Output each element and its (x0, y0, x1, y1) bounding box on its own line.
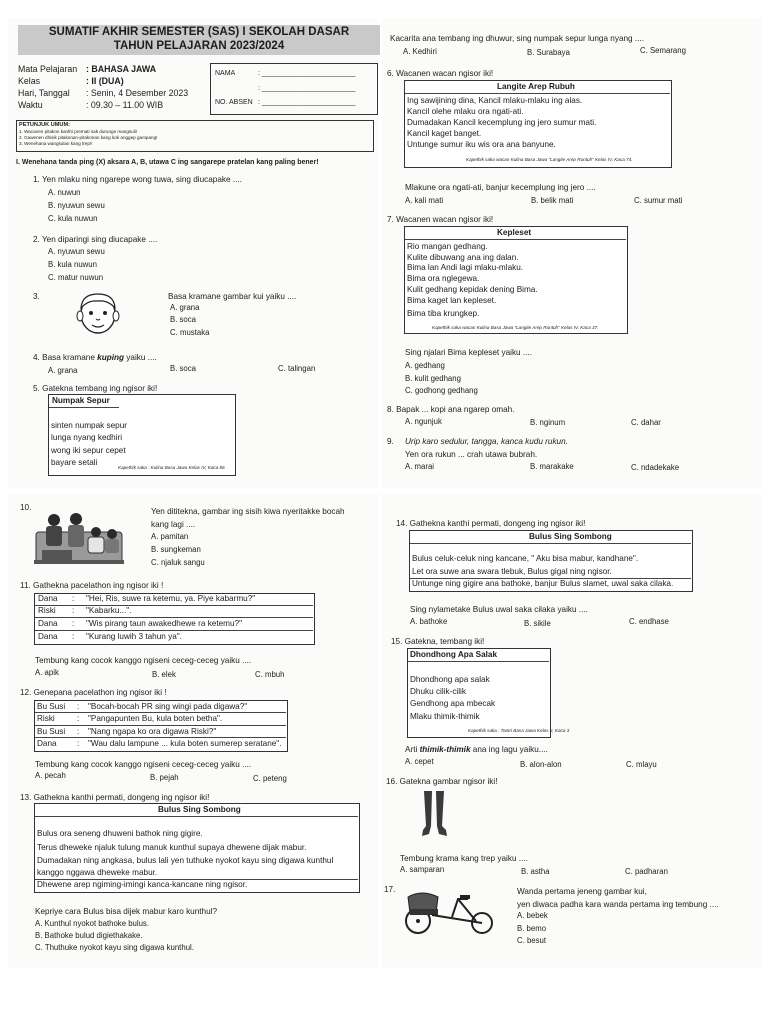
mapel-value: : BAHASA JAWA (86, 64, 157, 74)
dialog-line: "Wau dalu lampune ... kula boten sumerep seratane". (88, 739, 282, 748)
q4-option-c[interactable]: C. talingan (278, 364, 316, 373)
story-line: Bima kaget lan kepleset. (407, 296, 497, 305)
question-12-prompt: Tembung kang cocok kanggo ngiseni ceceg-ceceg yaiku .... (35, 760, 252, 769)
family-sungkem-image (30, 510, 126, 568)
exam-header (18, 25, 380, 55)
q9-option-a[interactable]: A. marai (405, 462, 435, 471)
q9-option-b[interactable]: B. marakake (530, 462, 574, 471)
poem-title-divider (49, 407, 119, 408)
story-title: Bulus Sing Sombong (158, 805, 241, 814)
poem-source: Kapethik saka : Kulina Basa Jawa Kelas IV, Kaca 86 (118, 465, 225, 470)
absen-label: NO. ABSEN (215, 99, 253, 106)
dialog-separator: : (72, 632, 75, 641)
story-line: Dumadakan Kancil kecemplung ing jero sumur mati. (407, 118, 597, 127)
question-15-prompt (405, 745, 548, 755)
becak-image (402, 887, 498, 937)
waktu-label: Waktu (18, 100, 43, 110)
dialog-separator: : (72, 606, 75, 615)
story-line: Dumadakan ning angkasa, bulus lali yen tuthuke nyokot kayu sing digawa kunthul (37, 856, 334, 865)
story-line: Bulus ora seneng dhuweni bathok ning gigire. (37, 829, 203, 838)
question-3-number: 3. (33, 292, 40, 301)
question-11: 11. Gathekna pacelathon ing ngisor iki ! (20, 581, 164, 590)
q13-option-c[interactable]: C. Thuthuke nyokot kayu sing digawa kunthul. (35, 943, 194, 952)
q1-option-a[interactable]: A. nuwun (48, 188, 81, 197)
poem-line: Dhondhong apa salak (410, 675, 490, 684)
q14-option-a[interactable]: A. bathoke (410, 617, 448, 626)
poem-line: Dhuku cilik-cilik (410, 687, 466, 696)
question-10-number: 10. (20, 503, 32, 512)
dialog-divider (35, 617, 313, 618)
poem-line: lunga nyang kedhiri (51, 433, 123, 442)
waktu-value: : 09.30 – 11.00 WIB (86, 100, 164, 110)
dialog-speaker: Dana (38, 632, 58, 641)
nama-label: NAMA (215, 70, 236, 77)
q12-option-a[interactable]: A. pecah (35, 771, 66, 780)
story-title: Langite Arep Rubuh (497, 82, 575, 91)
dialog-line: "Wis pirang taun awakedhewe ra ketemu?" (86, 619, 242, 628)
poem-source: Kapethik saka : Tantri Basa Jawa Kelas II, Kaca 3 (468, 728, 570, 733)
kelas-value: : II (DUA) (86, 76, 124, 86)
q14-option-c[interactable]: C. endhase (629, 617, 669, 626)
q9-option-c[interactable]: C. ndadekake (631, 463, 680, 472)
q14-option-b[interactable]: B. sikile (524, 619, 551, 628)
poem-line: sinten numpak sepur (51, 421, 128, 430)
dialog-line: "Hei, Ris, suwe ra ketemu, ya. Piye kabarmu?" (86, 594, 256, 603)
story-line: Bima lan Andi lagi mlaku-mlaku. (407, 263, 524, 272)
story-line: Bima ora nglegewa. (407, 274, 480, 283)
petunjuk-item: 3. Wenehana wangsulan kang trep!! (19, 141, 93, 146)
q5-option-c[interactable]: C. Semarang (640, 46, 686, 55)
q16-option-c[interactable]: C. padharan (625, 867, 668, 876)
dialog-speaker: Dana (37, 739, 57, 748)
q1-option-b[interactable]: B. nyuwun sewu (48, 201, 105, 210)
question-12: 12. Genepana pacelathon ing ngisor iki ! (20, 688, 167, 697)
poem-title: Dhondhong Apa Salak (410, 650, 498, 659)
q4-text-pre: 4. Basa kramane (33, 353, 98, 362)
question-4 (33, 353, 157, 363)
q10-option-b[interactable]: B. sungkeman (151, 545, 201, 554)
question-2: 2. Yen diparingi sing diucapake .... (33, 235, 158, 244)
q6-option-a[interactable]: A. kali mati (405, 196, 444, 205)
poem-line: Mlaku thimik-thimik (410, 712, 480, 721)
dialog-separator: : (72, 619, 75, 628)
story-line: Bulus celuk-celuk ning kancane, " Aku bisa mabur, kandhane". (412, 554, 639, 563)
q6-option-b[interactable]: B. belik mati (531, 196, 574, 205)
q4-option-a[interactable]: A. grana (48, 366, 78, 375)
question-9-number: 9. (387, 437, 394, 446)
story-title: Bulus Sing Sombong (529, 532, 612, 541)
petunjuk-item: 1. Wacanen pitakon kanthi premati sak durunge mangsuli! (19, 129, 138, 134)
dialog-speaker: Dana (38, 594, 58, 603)
question-10: Yen dititekna, gambar ing sisih kiwa nyeritakke bocah (151, 507, 345, 516)
q1-option-c[interactable]: C. kula nuwun (48, 214, 98, 223)
question-16-prompt: Tembung krama kang trep yaiku .... (400, 854, 528, 863)
question-5-continued: Kacarita ana tembang ing dhuwur, sing numpak sepur lunga nyang .... (390, 34, 644, 43)
story-line: Bima tiba krungkep. (407, 309, 480, 318)
q4-keyword: kuping (97, 353, 125, 362)
q3-option-a[interactable]: A. grana (170, 303, 200, 312)
story-source: Kapethik saka wacan Kulina Basa Jawa "Langite Arep Runtuh" Kelas IV, Kaca 74. (466, 157, 633, 162)
q11-option-b[interactable]: B. elek (152, 670, 176, 679)
poem-line: Gendhong apa mbecak (410, 699, 496, 708)
story-line: Let ora suwe ana swara tlebuk, Bulus gigal ning ngisor. (412, 567, 612, 576)
q16-option-b[interactable]: B. astha (521, 867, 550, 876)
q2-option-c[interactable]: C. matur nuwun (48, 273, 104, 282)
question-6: 6. Wacanen wacan ngisor iki! (387, 69, 494, 78)
dialog-separator: : (77, 714, 80, 723)
q8-option-b[interactable]: B. nginum (530, 418, 566, 427)
exam-year: TAHUN PELAJARAN 2023/2024 (113, 40, 285, 52)
q4-text-post: yaiku .... (124, 353, 157, 362)
q15-option-b[interactable]: B. alon-alon (520, 760, 562, 769)
story-line: Kancil kaget banget. (407, 129, 482, 138)
dialog-separator: : (77, 739, 80, 748)
q2-option-a[interactable]: A. nyuwun sewu (48, 247, 105, 256)
dialog-separator: : (77, 727, 80, 736)
legs-image (420, 790, 448, 840)
q13-option-a[interactable]: A. Kunthul nyokot bathoke bulus. (35, 919, 149, 928)
section-instruction: I. Wenehana tanda ping (X) aksara A, B, utawa C ing sangarepe pratelan kang paling bener! (16, 159, 319, 166)
dialog-speaker: Dana (38, 619, 58, 628)
dialog-speaker: Bu Susi (37, 727, 66, 736)
question-17: Wanda pertama jeneng gambar kui, (517, 887, 647, 896)
question-13-prompt: Kepriye cara Bulus bisa dijek mabur karo kunthul? (35, 907, 218, 916)
question-17-line2: yen diwaca padha kara wanda pertama ing tembung .... (517, 900, 719, 909)
story-line: kanggo nggawa dheweke mabur. (37, 868, 158, 877)
q10-option-a[interactable]: A. pamitan (151, 532, 189, 541)
question-15: 15. Gatekna, tembang iki! (391, 637, 485, 646)
dialog-divider (35, 737, 286, 738)
question-9: Urip karo sedulur, tangga, kanca kudu rukun. (405, 437, 568, 446)
q12-option-b[interactable]: B. pejah (150, 773, 179, 782)
q6-option-c[interactable]: C. sumur mati (634, 196, 683, 205)
kelas-label: Kelas (18, 76, 41, 86)
boy-face-image (72, 286, 124, 340)
dialog-divider (35, 605, 313, 606)
dialog-line: "Bocah-bocah PR sing wingi pada digawa?" (88, 702, 248, 711)
story-title-divider (405, 239, 626, 240)
q13-option-b[interactable]: B. Bathoke bulud digiethakake. (35, 931, 143, 940)
petunjuk-item: 2. Gawenen dhisik pitakonan-pitakonan kang kok anggep gampang! (19, 135, 158, 140)
story-line: Dhewene arep ngiming-imingi kanca-kancane ning ngisor. (37, 880, 248, 889)
question-14: 14. Gathekna kanthi permati, dongeng ing ngisor iki! (396, 519, 586, 528)
story-line: Untunge ning gigire ana bathoke, banjur Bulus slamet, uwal saka cilaka. (412, 579, 674, 588)
mapel-label: Mata Pelajaran (18, 64, 78, 74)
q8-option-a[interactable]: A. ngunjuk (405, 417, 442, 426)
q2-option-b[interactable]: B. kula nuwun (48, 260, 97, 269)
dialog-divider (35, 630, 313, 631)
story-title-divider (410, 543, 691, 544)
poem-line: bayare setali (51, 458, 98, 467)
dialog-speaker: Bu Susi (37, 702, 66, 711)
dialog-speaker: Riski (38, 606, 56, 615)
question-3: Basa kramane gambar kui yaiku .... (168, 292, 297, 301)
q4-option-b[interactable]: B. soca (170, 364, 197, 373)
q3-option-c[interactable]: C. mustaka (170, 328, 210, 337)
question-14-prompt: Sing nylametake Bulus uwal saka cilaka yaiku .... (410, 605, 588, 614)
q11-option-c[interactable]: C. mbuh (255, 670, 285, 679)
story-title: Kepleset (497, 228, 532, 237)
exam-title: SUMATIF AKHIR SEMESTER (SAS) I SEKOLAH DASAR (48, 26, 350, 38)
dialog-line: "Kurang luwih 3 tahun ya". (86, 632, 182, 641)
q3-option-b[interactable]: B. soca (170, 315, 197, 324)
story-title-divider (35, 816, 358, 817)
q15-option-c[interactable]: C. mlayu (626, 760, 657, 769)
question-16: 16. Gatekna gambar ngisor iki! (386, 777, 498, 786)
question-5: 5. Gatekna tembang ing ngisor iki! (33, 384, 158, 393)
poem-title: Numpak Sepur (52, 396, 110, 405)
question-10-line2: kang lagi .... (151, 520, 196, 529)
q17-option-c[interactable]: C. besut (517, 936, 547, 945)
q5-option-a[interactable]: A. Kedhiri (403, 47, 437, 56)
story-line: Terus dheweke njaluk tulung manuk kunthul supaya dhewene dijak mabur. (37, 843, 307, 852)
story-line: Untunge sumur iku wis ora ana banyune. (407, 140, 556, 149)
question-7: 7. Wacanen wacan ngisor iki! (387, 215, 494, 224)
dialog-line: "Kabarku...". (86, 606, 132, 615)
q7-option-b[interactable]: B. kulit gedhang (405, 374, 461, 383)
question-8: 8. Bapak ... kopi ana ngarep omah. (387, 405, 515, 414)
q17-option-b[interactable]: B. bemo (517, 924, 547, 933)
question-11-prompt: Tembung kang cocok kanggo ngiseni ceceg-ceceg yaiku .... (35, 656, 252, 665)
story-line: Ing sawijining dina, Kancil mlaku-mlaku ing alas. (407, 96, 583, 105)
poem-line: wong iki sepur cepet (51, 446, 126, 455)
story-line: Kulite dibuwang ana ing dalan. (407, 253, 519, 262)
petunjuk-title: PETUNJUK UMUM: (19, 122, 70, 128)
hari-label: Hari, Tanggal (18, 88, 70, 98)
dialog-divider (35, 712, 286, 713)
dialog-separator: : (72, 594, 75, 603)
story-line: Kancil olehe mlaku ora ngati-ati. (407, 107, 524, 116)
q15-text-pre: Arti (405, 745, 420, 754)
q10-option-c[interactable]: C. njaluk sangu (151, 558, 205, 567)
question-7-prompt: Sing njalari Bima kepleset yaiku .... (405, 348, 532, 357)
absen-field[interactable]: : ________________________ (258, 99, 356, 106)
dialog-divider (35, 725, 286, 726)
q16-option-a[interactable]: A. samparan (400, 865, 445, 874)
dialog-line: "Pangapunten Bu, kula boten betha". (88, 714, 223, 723)
dialog-line: "Nang ngapa ko ora digawa Riski?" (88, 727, 217, 736)
question-6-prompt: Mlakune ora ngati-ati, banjur kecemplung ing jero .... (405, 183, 596, 192)
q15-option-a[interactable]: A. cepet (405, 757, 434, 766)
hari-value: : Senin, 4 Desember 2023 (86, 88, 189, 98)
q5-option-b[interactable]: B. Surabaya (527, 48, 570, 57)
story-source: Kapethik saka wacan Kulina Basa Jawa "Langite Arep Runtuh" Kelas IV, Kaca 37. (432, 325, 599, 330)
q7-option-c[interactable]: C. godhong gedhang (405, 386, 478, 395)
question-1: 1. Yen mlaku ning ngarepe wong tuwa, sing diucapake .... (33, 175, 242, 184)
story-line: Kulit gedhang kepidak dening Bima. (407, 285, 538, 294)
dialog-separator: : (77, 702, 80, 711)
story-title-divider (405, 93, 670, 94)
q7-option-a[interactable]: A. gedhang (405, 361, 445, 370)
question-9-line2: Yen ora rukun ... crah utawa bubrah. (405, 450, 538, 459)
q8-option-c[interactable]: C. dahar (631, 418, 661, 427)
q11-option-a[interactable]: A. apik (35, 668, 59, 677)
q15-keyword: thimik-thimik (419, 745, 471, 754)
blank-field[interactable]: : ________________________ (258, 85, 356, 92)
story-line: Rio mangan gedhang. (407, 242, 488, 251)
q15-text-post: ana ing lagu yaiku.... (470, 745, 548, 754)
poem-title-divider (408, 661, 549, 662)
q17-option-a[interactable]: A. bebek (517, 911, 548, 920)
dialog-speaker: Riski (37, 714, 55, 723)
question-17-number: 17. (384, 885, 396, 894)
q12-option-c[interactable]: C. peteng (253, 774, 287, 783)
question-13: 13. Gathekna kanthi permati, dongeng ing ngisor iki! (20, 793, 210, 802)
nama-field[interactable]: : ________________________ (258, 70, 356, 77)
